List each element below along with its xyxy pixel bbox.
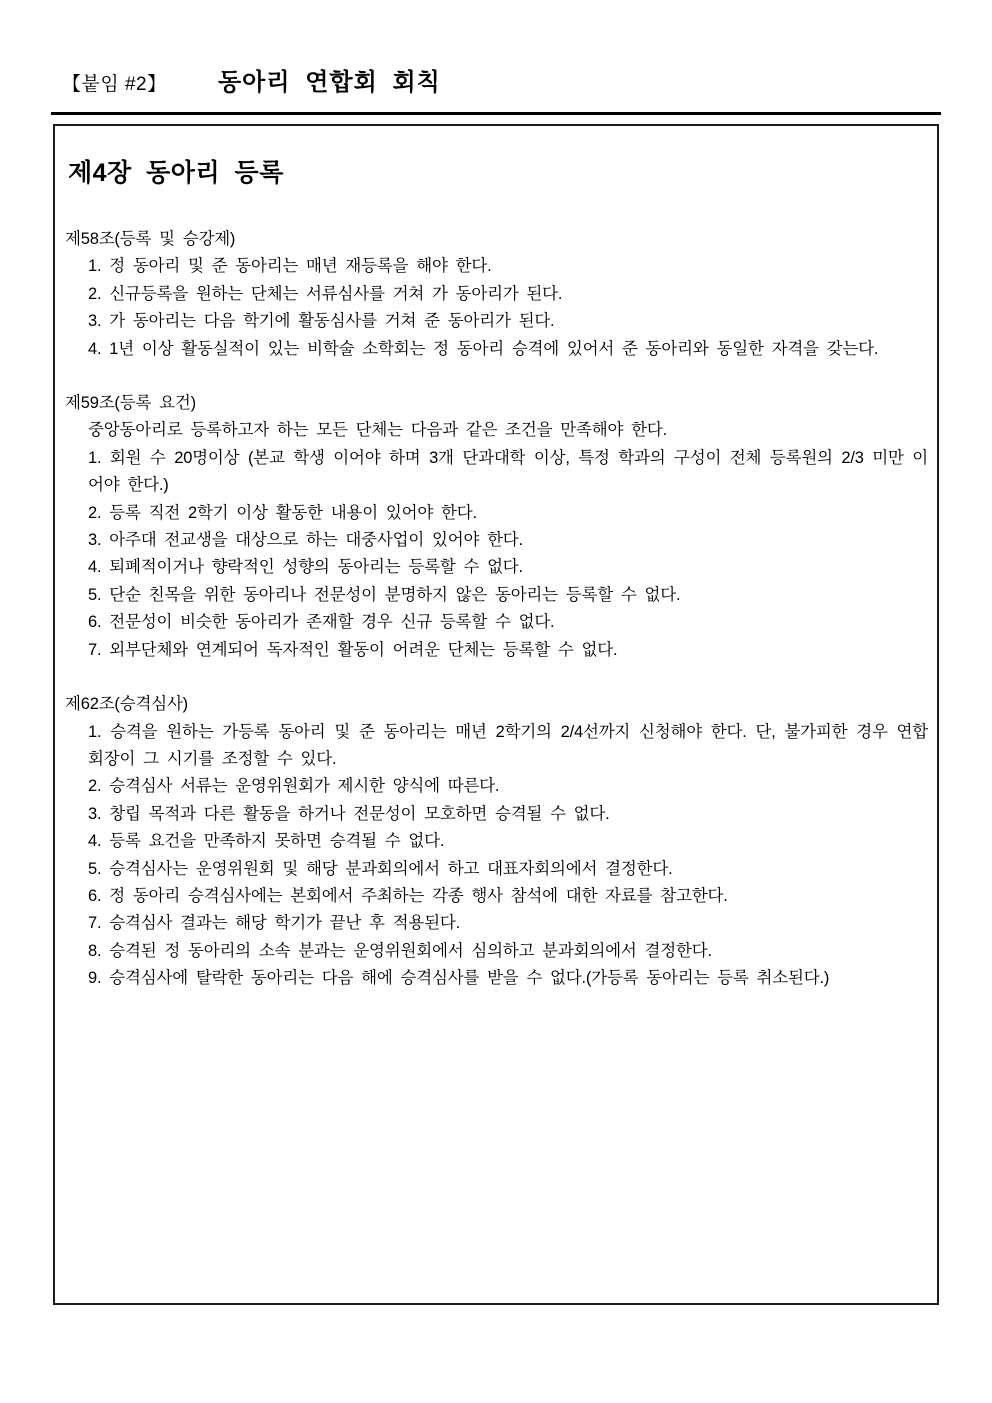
attachment-label: 【붙임 #2】 [62,74,167,95]
list-item: 4. 퇴폐적이거나 향락적인 성향의 동아리는 등록할 수 없다. [88,558,523,577]
list-item: 2. 등록 직전 2학기 이상 활동한 내용이 있어야 한다. [88,503,477,522]
list-item: 2. 신규등록을 원하는 단체는 서류심사를 거쳐 가 동아리가 된다. [88,284,563,303]
list-item: 5. 승격심사는 운영위원회 및 해당 분과회의에서 하고 대표자회의에서 결정한다. [88,859,673,878]
list-item: 3. 창립 목적과 다른 활동을 하거나 전문성이 모호하면 승격될 수 없다. [88,804,610,823]
list-item: 5. 단순 친목을 위한 동아리나 전문성이 분명하지 않은 동아리는 등록할 수 없다. [88,585,681,604]
list-item: 1. 회원 수 20명이상 (본교 학생 이어야 하며 3개 단과대학 이상, 특정 학과의 구성이 전체 등록원의 2/3 미만 이어야 한다.) [88,448,928,495]
list-item: 3. 아주대 전교생을 대상으로 하는 대중사업이 있어야 한다. [88,531,523,550]
header-divider [51,112,941,115]
section-heading: 제59조(등록 요건) [65,394,196,413]
list-item: 9. 승격심사에 탈락한 동아리는 다음 해에 승격심사를 받을 수 없다.(가등록 동아리는 등록 취소된다.) [88,969,830,988]
section-heading: 제62조(승격심사) [65,695,188,714]
list-item: 6. 전문성이 비슷한 동아리가 존재할 경우 신규 등록할 수 없다. [88,613,555,632]
list-item: 7. 외부단체와 연계되어 독자적인 활동이 어려운 단체는 등록할 수 없다. [88,640,618,659]
list-item: 7. 승격심사 결과는 해당 학기가 끝난 후 적용된다. [88,914,460,933]
list-item: 1. 승격을 원하는 가등록 동아리 및 준 동아리는 매년 2학기의 2/4선까지 신청해야 한다. 단, 불가피한 경우 연합회장이 그 시기를 조정할 수 있다. [88,722,928,768]
page-header [62,60,942,100]
list-item: 3. 가 동아리는 다음 학기에 활동심사를 거쳐 준 동아리가 된다. [88,312,555,331]
section-intro: 중앙동아리로 등록하고자 하는 모든 단체는 다음과 같은 조건을 만족해야 한다. [88,421,667,440]
chapter-title: 제4장 동아리 등록 [68,159,284,187]
list-item: 4. 등록 요건을 만족하지 못하면 승격될 수 없다. [88,832,445,851]
list-item: 2. 승격심사 서류는 운영위원회가 제시한 양식에 따른다. [88,777,500,796]
section-article-58 [55,226,937,363]
section-heading: 제58조(등록 및 승강제) [65,230,236,248]
section-article-62 [55,691,937,992]
list-item: 4. 1년 이상 활동실적이 있는 비학술 소학회는 정 동아리 승격에 있어서 준 동아리와 동일한 자격을 갖는다. [88,339,879,358]
content-box [53,124,939,1305]
list-item: 6. 정 동아리 승격심사에는 본회에서 주최하는 각종 행사 참석에 대한 자료를 참고한다. [88,886,728,905]
section-article-59 [55,390,937,664]
document-title: 동아리 연합회 회칙 [218,69,441,96]
list-item: 8. 승격된 정 동아리의 소속 분과는 운영위원회에서 심의하고 분과회의에서 결정한다. [88,941,712,960]
list-item: 1. 정 동아리 및 준 동아리는 매년 재등록을 해야 한다. [88,257,492,276]
